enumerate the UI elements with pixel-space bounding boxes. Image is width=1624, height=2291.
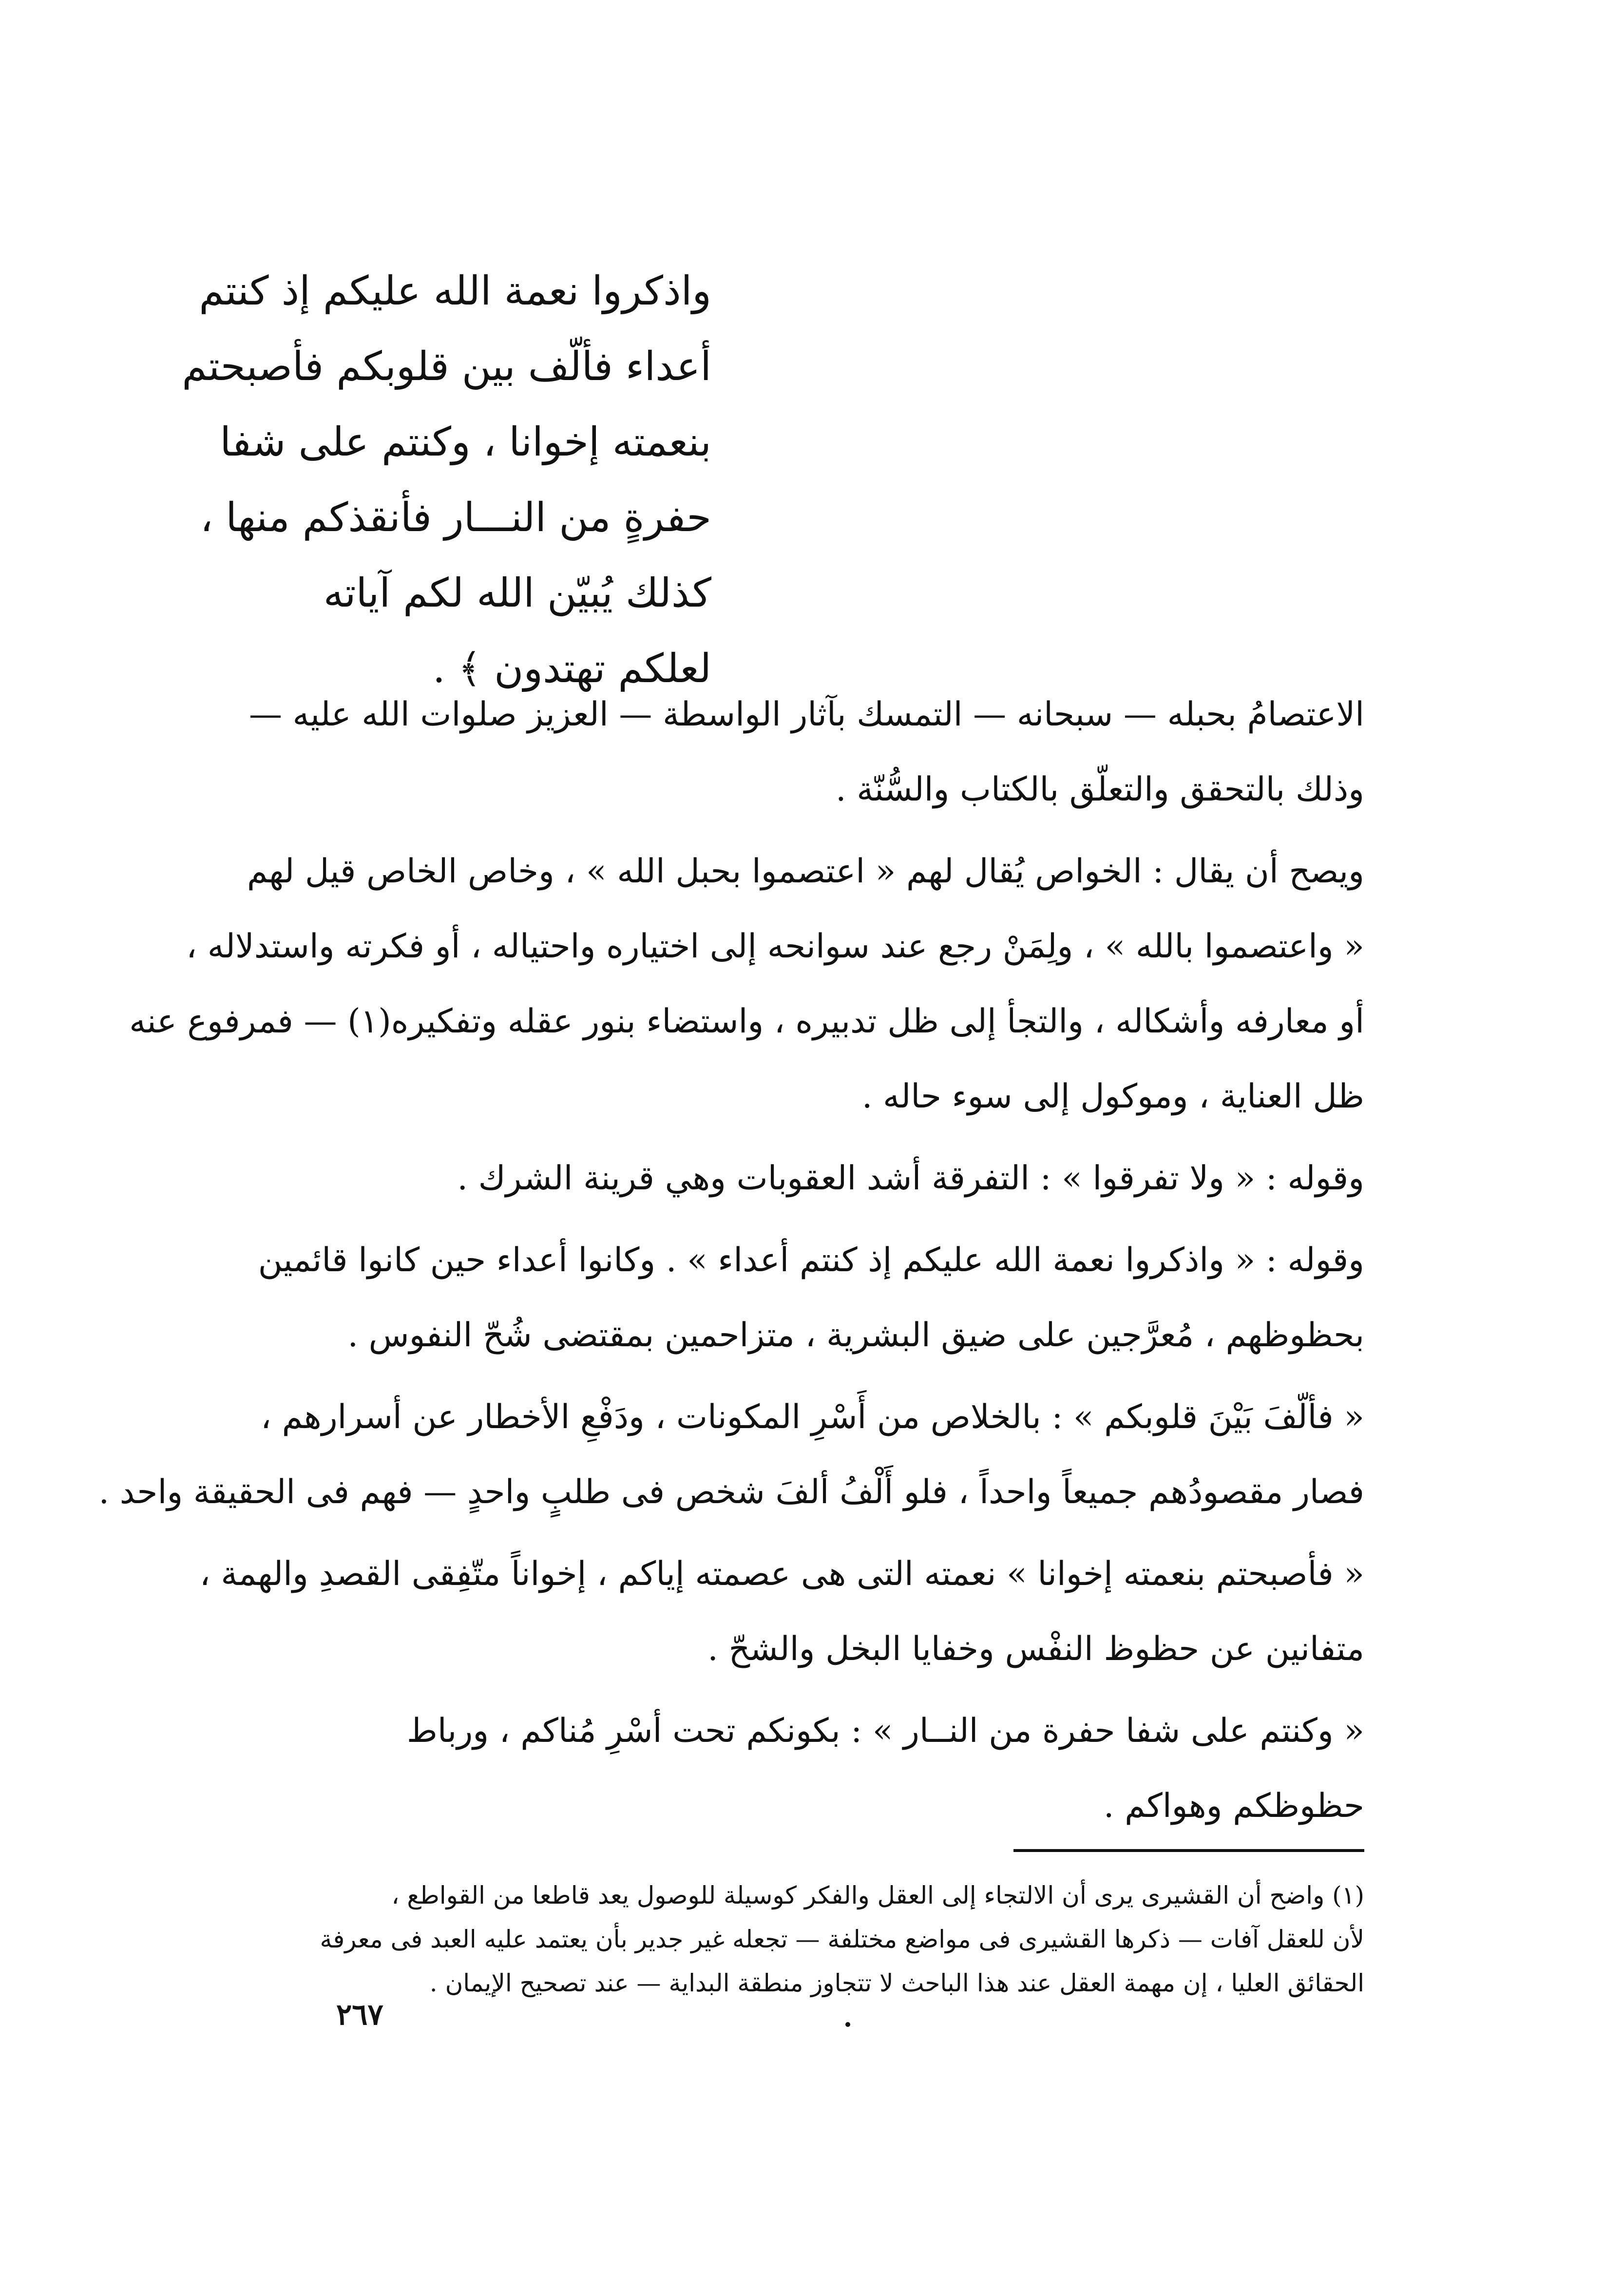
footnote-separator [1013,1849,1364,1852]
quran-verse-block [182,253,711,706]
verse-line: أعداء فألّف بين قلوبكم فأصبحتم [182,344,711,390]
paragraph [258,1223,1364,1373]
footnote-line: (١) واضح أن القشيرى يرى أن الالتجاء إلى العقل والفكر كوسيلة للوصول يعد قاطعا من القواطع ، [391,1881,1364,1909]
text-line: « واعتصموا بالله » ، ولِمَنْ رجع عند سوانحه إلى اختياره واحتياله ، أو فكرته واستدلاله ، [186,927,1364,966]
text-line: وذلك بالتحقق والتعلّق بالكتاب والسُّنّة . [836,770,1364,809]
verse-line: بنعمته إخوانا ، وكنتم على شفا [220,419,711,465]
paragraph [98,1380,1364,1530]
verse-line: حفرةٍ من النـــار فأنقذكم منها ، [200,495,711,541]
text-line: متفانين عن حظوظ النفْس وخفايا البخل والشحّ . [707,1630,1364,1668]
verse-line: لعلكم تهتدون ﴾ . [432,646,711,692]
text-line: « فأصبحتم بنعمته إخوانا » نعمته التى هى عصمته إياكم ، إخواناً متّفِقى القصدِ والهمة ، [199,1555,1364,1593]
text-line: وقوله : « واذكروا نعمة الله عليكم إذ كنتم أعداء » . وكانوا أعداء حين كانوا قائمين [258,1241,1364,1279]
stray-mark [845,2022,850,2027]
text-line: وقوله : « ولا تفرقوا » : التفرقة أشد العقوبات وهي قرينة الشرك . [457,1159,1364,1198]
paragraph [129,834,1364,1134]
text-line: ظل العناية ، وموكول إلى سوء حاله . [861,1077,1364,1116]
text-line: أو معارفه وأشكاله ، والتجأ إلى ظل تدبيره ، واستضاء بنور عقله وتفكيره(١) — فمرفوع عنه [129,1002,1364,1041]
text-line: « وكنتم على شفا حفرة من النــار » : بكونكم تحت أسْرِ مُناكم ، ورباط [406,1712,1364,1750]
text-line: حظوظكم وهواكم . [1103,1787,1364,1825]
footnote-line: لأن للعقل آفات — ذكرها القشيرى فى مواضع مختلفة — تجعله غير جدير بأن يعتمد عليه العبد فى معرفة [320,1925,1364,1953]
verse-line: كذلك يُبيّن الله لكم آياته [323,570,711,616]
paragraph [199,1537,1364,1687]
page-number: ٢٦٧ [336,1998,383,2032]
paragraph [263,1141,1364,1216]
text-line: فصار مقصودُهم جميعاً واحداً ، فلو أَلْفُ ألفَ شخص فى طلبٍ واحدٍ — فهم فى الحقيقة واحد . [98,1473,1364,1511]
text-line: بحظوظهم ، مُعرَّجين على ضيق البشرية ، متزاحمين بمقتضى شُحّ النفوس . [347,1316,1364,1355]
text-line: الاعتصامُ بحبله — سبحانه — التمسك بآثار الواسطة — العزيز صلوات الله عليه — [248,695,1364,734]
footnote-line: الحقائق العليا ، إن مهمة العقل عند هذا الباحث لا تتجاوز منطقة البداية — عند تصحيح الإيمان . [429,1969,1364,1997]
paragraph [248,677,1364,827]
footnote [263,1873,1364,2005]
verse-line: واذكروا نعمة الله عليكم إذ كنتم [199,268,711,314]
text-line: ويصح أن يقال : الخواص يُقال لهم « اعتصموا بحبل الله » ، وخاص الخاص قيل لهم [247,852,1364,891]
text-line: « فألّفَ بَيْنَ قلوبكم » : بالخلاص من أَسْرِ المكونات ، ودَفْعِ الأخطار عن أسرارهم ، [261,1398,1364,1436]
paragraph [263,1694,1364,1844]
commentary-body [98,677,1364,1851]
